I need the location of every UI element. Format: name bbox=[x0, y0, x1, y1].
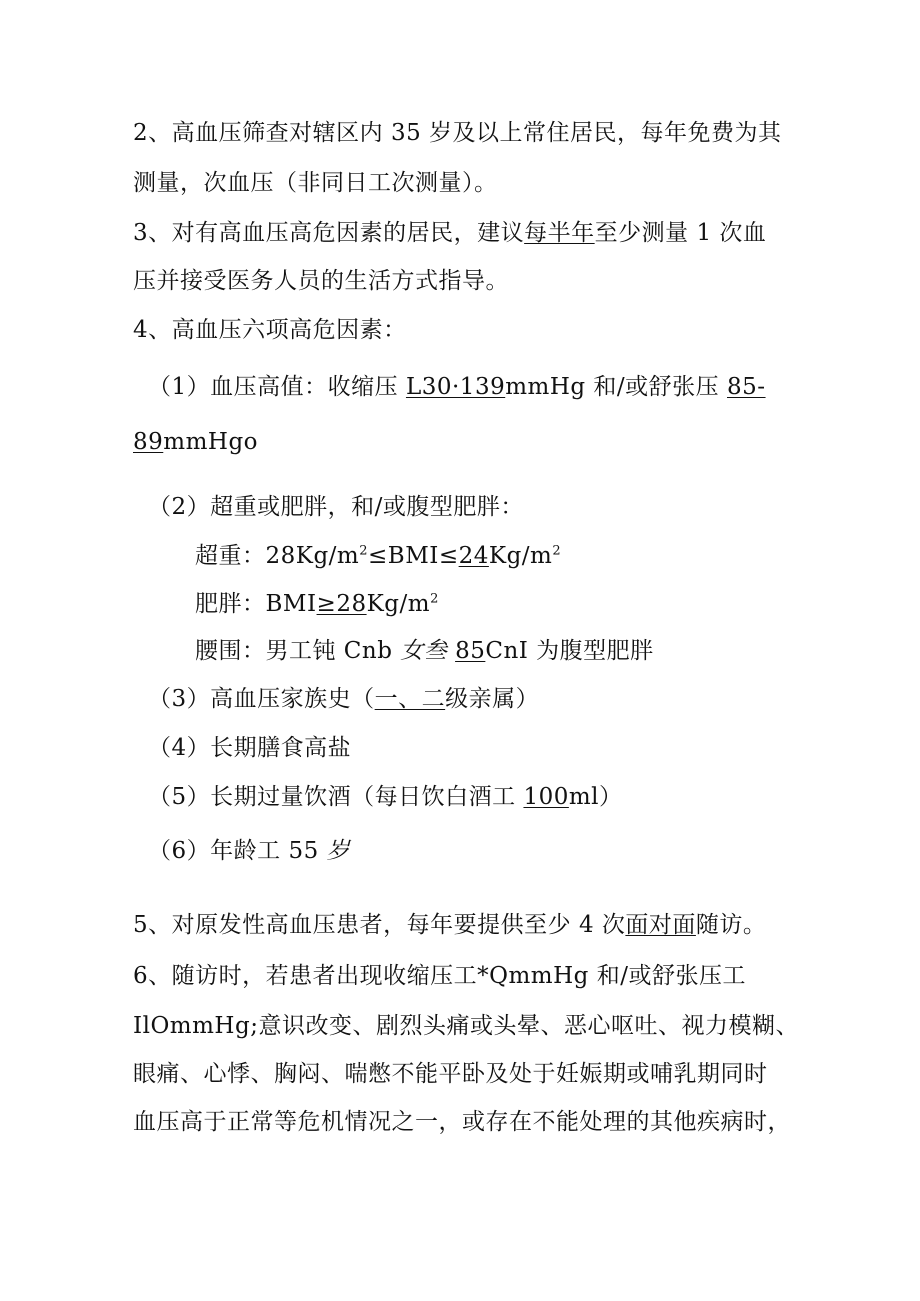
overweight-text-a: 超重：28Kg/m bbox=[195, 543, 360, 569]
item-3-line-2 bbox=[133, 266, 509, 296]
factor-1-systolic-range: L30·139 bbox=[405, 374, 506, 400]
item-5-text-a: 5、对原发性高血压患者，每年要提供至少 4 次 bbox=[133, 912, 626, 938]
factor-1-diastolic-end: 89 bbox=[133, 429, 164, 455]
factor-6-text-a: （6）年龄工 55 bbox=[148, 838, 327, 864]
item-2-text-1: 2、高血压筛查对辖区内 35 岁及以上常住居民，每年免费为其 bbox=[133, 120, 782, 146]
item-6-text-1: 6、随访时，若患者出现收缩压工*QmmHg 和/或舒张压工 bbox=[133, 963, 746, 989]
factor-5-text-b: ml） bbox=[568, 784, 623, 810]
item-5 bbox=[133, 910, 766, 940]
factor-3-underlined: 一、二 bbox=[374, 686, 446, 712]
overweight-text-c: Kg/m bbox=[488, 543, 553, 569]
factor-1-line-1 bbox=[148, 372, 766, 402]
overweight-sup-2: 2 bbox=[552, 543, 562, 559]
item-4-heading bbox=[133, 315, 407, 345]
item-6-line-1 bbox=[133, 961, 746, 991]
factor-3-text-b: 级亲属） bbox=[445, 686, 540, 712]
overweight-underlined-value: 24 bbox=[458, 543, 489, 569]
item-3-text-a: 3、对有高血压高危因素的居民，建议 bbox=[133, 220, 525, 246]
item-2-line-2 bbox=[133, 168, 498, 198]
factor-5-text-a: （5）长期过量饮酒（每日饮白酒工 bbox=[148, 784, 524, 810]
factor-5 bbox=[148, 782, 623, 812]
item-6-text-3: 眼痛、心悸、胸闷、喘憋不能平卧及处于妊娠期或哺乳期同时 bbox=[133, 1061, 768, 1087]
factor-6 bbox=[148, 836, 350, 866]
item-5-underlined: 面对面 bbox=[625, 912, 696, 938]
item-6-line-3 bbox=[133, 1059, 768, 1089]
factor-6-italic-unit: 岁 bbox=[326, 838, 351, 864]
factor-3-text-a: （3）高血压家族史（ bbox=[148, 686, 375, 712]
factor-4-text: （4）长期膳食高盐 bbox=[148, 735, 352, 761]
factor-2-waist bbox=[195, 636, 654, 666]
item-3-line-1 bbox=[133, 218, 766, 248]
factor-1-unit: mmHgo bbox=[163, 429, 259, 455]
factor-1-line-2 bbox=[133, 427, 258, 457]
item-3-text-2: 压并接受医务人员的生活方式指导。 bbox=[133, 268, 509, 294]
item-5-text-b: 随访。 bbox=[695, 912, 767, 938]
factor-2-title: （2）超重或肥胖，和/或腹型肥胖： bbox=[148, 494, 524, 520]
item-4-title: 4、高血压六项高危因素： bbox=[133, 317, 407, 343]
factor-1-diastolic-start: 85- bbox=[727, 374, 766, 400]
item-6-line-2 bbox=[133, 1011, 799, 1041]
overweight-text-b: ≤BMI≤ bbox=[368, 543, 459, 569]
factor-4 bbox=[148, 733, 351, 763]
waist-underlined-value: 85 bbox=[455, 638, 486, 664]
waist-italic-text: 女叁 bbox=[400, 638, 448, 664]
factor-5-underlined-value: 100 bbox=[523, 784, 569, 810]
item-6-line-4 bbox=[133, 1107, 791, 1137]
item-6-text-4: 血压高于正常等危机情况之一，或存在不能处理的其他疾病时， bbox=[133, 1109, 791, 1135]
overweight-sup-1: 2 bbox=[359, 543, 369, 559]
obesity-text-a: 肥胖：BMI bbox=[195, 591, 317, 617]
item-3-text-b: 至少测量 1 次血 bbox=[594, 220, 767, 246]
factor-1-label: （1）血压高值：收缩压 bbox=[148, 374, 406, 400]
waist-text-b: CnI 为腹型肥胖 bbox=[485, 638, 654, 664]
item-2-line-1 bbox=[133, 118, 782, 148]
factor-2-overweight bbox=[195, 541, 561, 571]
obesity-underlined-value: ≥28 bbox=[316, 591, 367, 617]
item-3-underlined-frequency: 每半年 bbox=[524, 220, 595, 246]
waist-text-a: 腰围：男工钝 Cnb bbox=[195, 638, 401, 664]
factor-2-obesity bbox=[195, 589, 439, 619]
factor-2-heading bbox=[148, 492, 524, 522]
waist-space bbox=[447, 638, 455, 664]
item-2-text-2: 测量，次血压（非同日工次测量）。 bbox=[133, 170, 498, 196]
factor-3 bbox=[148, 684, 539, 714]
item-6-text-2: IlOmmHg;意识改变、剧烈头痛或头晕、恶心呕吐、视力模糊、 bbox=[133, 1013, 799, 1039]
factor-1-text-mid: mmHg 和/或舒张压 bbox=[505, 374, 727, 400]
obesity-sup: 2 bbox=[430, 591, 439, 607]
obesity-text-b: Kg/m bbox=[366, 591, 431, 617]
